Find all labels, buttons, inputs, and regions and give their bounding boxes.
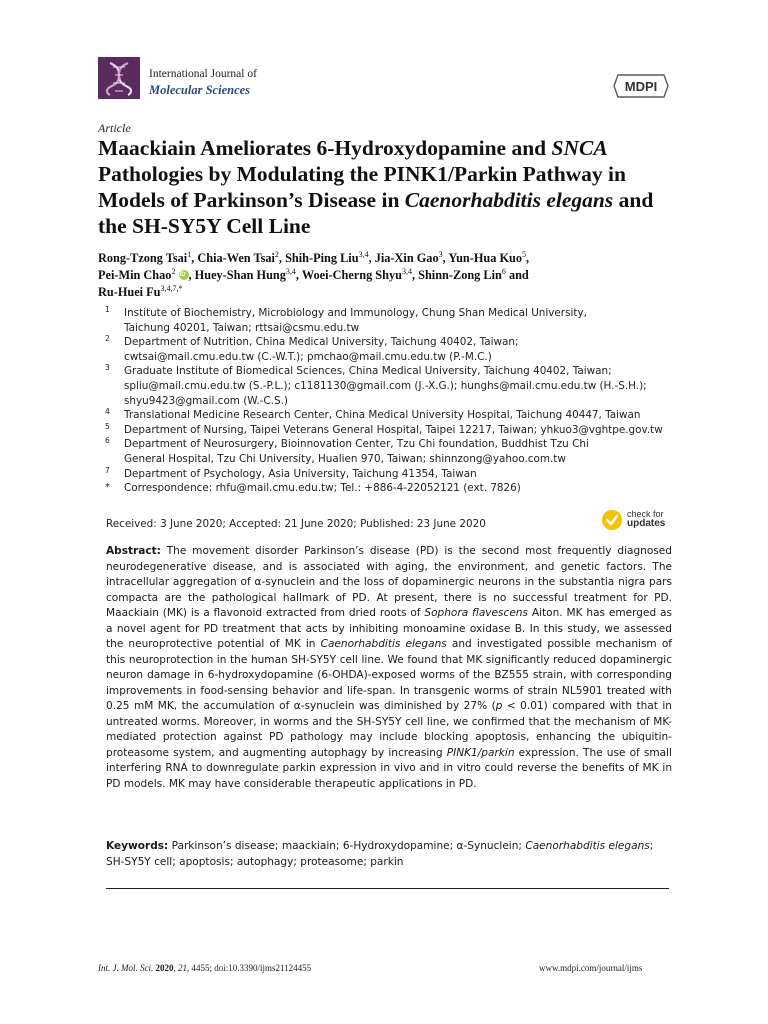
author-name[interactable]: Woei-Cherng Shyu — [301, 268, 402, 282]
journal-name-line2: Molecular Sciences — [149, 83, 251, 97]
title-part: Maackiain Ameliorates 6-Hydroxydopamine and — [98, 136, 552, 160]
author-separator: , — [295, 268, 302, 282]
affiliation-number: 2 — [105, 334, 110, 344]
keywords-italic: Caenorhabditis elegans — [525, 840, 650, 852]
abstract-italic: Caenorhabditis elegans — [320, 638, 447, 650]
author-separator: , — [411, 268, 419, 282]
keywords-text: ; SH-SY5Y cell; apoptosis; autophagy; proteasome; parkin — [106, 840, 654, 868]
author-separator: , — [188, 268, 195, 282]
author-affiliation-mark: 3,4 — [401, 266, 412, 276]
check-updates-line1: check for — [627, 509, 664, 519]
abstract-text: expression. The use of small interfering RNA to downregulate parkin expression in vivo and in vitro could reverse the benefits of MK in PD models. MK may have considerable therapeutic applications in PD. — [106, 746, 672, 790]
author-separator: , — [278, 251, 286, 265]
publication-dates: Received: 3 June 2020; Accepted: 21 June 2020; Published: 23 June 2020 — [106, 518, 486, 530]
correspondence-mark: * — [105, 482, 110, 494]
keywords-text: Parkinson’s disease; maackiain; 6-Hydroxydopamine; α-Synuclein; — [168, 840, 526, 852]
affiliation-number: 6 — [105, 436, 110, 446]
footer-volume: 21 — [178, 963, 187, 973]
article-type: Article — [98, 121, 131, 135]
affiliation-item — [105, 467, 695, 482]
author-affiliation-mark: 3,4 — [358, 249, 369, 259]
author-name[interactable]: Huey-Shan Hung — [194, 268, 286, 282]
affiliation-line: General Hospital, Tzu Chi University, Hualien 970, Taiwan; shinnzong@yahoo.com.tw — [124, 452, 566, 465]
affiliation-line: cwtsai@mail.cmu.edu.tw (C.-W.T.); pmchao@mail.cmu.edu.tw (P.-M.C.) — [124, 350, 492, 363]
author-separator: , — [442, 251, 449, 265]
affiliation-item — [105, 335, 695, 364]
author-name[interactable]: Chia-Wen Tsai — [197, 251, 275, 265]
author-name[interactable]: Ru-Huei Fu — [98, 285, 161, 299]
affiliation-item — [105, 423, 695, 438]
abstract-text: The movement disorder Parkinson’s disease (PD) is the second most frequently diagnosed neurodegenerative disease, and is associated with aging, the environment, and genetic factors. The intracellular aggregation of α-synuclein and the loss of dopaminergic neurons in the substantia nigra pars compacta are the pathological hallmark of PD. At present, there is no successful treatment for PD. Maackiain (MK) is a flavonoid extracted from dried roots of — [106, 545, 672, 619]
title-part: Pathologies by Modulating the PINK1/Parkin Pathway in Models of Parkinson’s Disease in — [98, 162, 626, 212]
abstract-text: Aiton. MK has emerged as a novel agent for PD treatment that acts by inhibiting monoamine oxidase B. In this study, we assessed the neuroprotective potential of MK in — [106, 607, 672, 650]
title-italic-snca: SNCA — [551, 136, 608, 160]
author-affiliation-mark: 6 — [501, 266, 506, 276]
footer-journal-url[interactable]: www.mdpi.com/journal/ijms — [539, 963, 643, 973]
author-name[interactable]: Yun-Hua Kuo — [448, 251, 523, 265]
affiliation-line: spliu@mail.cmu.edu.tw (S.-P.L.); c1181130@gmail.com (J.-X.G.); hunghs@mail.cmu.edu.tw (H.-S.H.); — [124, 379, 647, 392]
affiliation-line: Department of Psychology, Asia University, Taichung 41354, Taiwan — [124, 467, 477, 480]
affiliation-line: Graduate Institute of Biomedical Sciences, China Medical University, Taichung 40402, Taiwan; — [124, 365, 612, 378]
affiliation-item — [105, 408, 695, 423]
check-for-updates-button[interactable] — [601, 508, 673, 534]
check-updates-label — [627, 509, 665, 529]
author-list — [98, 250, 678, 301]
affiliation-item — [105, 306, 695, 335]
affiliation-line: shyu9423@gmail.com (W.-C.S.) — [124, 394, 288, 407]
author-name[interactable]: Rong-Tzong Tsai — [98, 251, 188, 265]
title-italic-species: Caenorhabditis elegans — [404, 188, 614, 212]
author-affiliation-mark: 2 — [274, 249, 279, 259]
abstract-text: < 0.01) compared with that in untreated worms. Moreover, in worms and the SH-SY5Y cell line, we confirmed that the mechanism of MK-mediated protection against PD pathology may include blocking apoptosis, enhancing the ubiquitin-proteasome system, and augmenting autophagy by increasing — [106, 700, 672, 759]
abstract-italic: p — [495, 700, 503, 712]
author-name[interactable]: Jia-Xin Gao — [374, 251, 439, 265]
affiliation-number: 7 — [105, 465, 110, 475]
author-affiliation-mark: 3,4 — [285, 266, 296, 276]
affiliation-line: Translational Medicine Research Center, China Medical University Hospital, Taichung 40447, Taiwan — [124, 409, 641, 422]
title-part: and the SH-SY5Y Cell Line — [98, 188, 654, 238]
author-separator: , — [191, 251, 198, 265]
author-affiliation-mark: 3 — [438, 249, 443, 259]
author-name[interactable]: Shinn-Zong Lin — [418, 268, 502, 282]
author-separator: and — [505, 268, 529, 282]
section-divider — [106, 888, 669, 889]
footer-journal-abbr: Int. J. Mol. Sci. — [98, 963, 154, 973]
author-affiliation-mark: 5 — [522, 249, 527, 259]
abstract-text: and investigated possible mechanism of this neuroprotection in the human SH-SY5Y cell line. We found that MK significantly reduced dopaminergic neuron damage in 6-hydroxydopamine (6-OHDA)-exposed worms of the BZ555 strain, with corresponding improvements in food-sensing behavior and life-span. In transgenic worms of strain NL5901 treated with 0.25 mM MK, the accumulation of α-synuclein was diminished by 27% ( — [106, 638, 672, 712]
affiliation-line: Institute of Biochemistry, Microbiology and Immunology, Chung Shan Medical University, — [124, 307, 587, 319]
journal-logo — [98, 57, 140, 99]
check-updates-line2: updates — [627, 518, 666, 529]
check-updates-icon — [601, 509, 623, 531]
abstract-italic: PINK1/parkin — [446, 746, 515, 759]
author-affiliation-mark: 2 — [171, 266, 176, 276]
keywords — [106, 838, 672, 870]
affiliation-line: Taichung 40201, Taiwan; rttsai@csmu.edu.tw — [124, 321, 360, 334]
affiliation-line: Department of Neurosurgery, Bioinnovation Center, Tzu Chi foundation, Buddhist Tzu Chi — [124, 438, 589, 451]
journal-name — [149, 66, 257, 98]
footer-citation: Int. J. Mol. Sci. 2020, 21, 4455; doi:10.3390/ijms21124455 — [98, 963, 312, 973]
paper-title — [98, 135, 678, 239]
affiliation-line: Department of Nutrition, China Medical University, Taichung 40402, Taiwan; — [124, 336, 519, 349]
author-affiliation-mark: 1 — [187, 249, 192, 259]
journal-name-line1: International Journal of — [149, 68, 257, 80]
affiliation-list — [105, 306, 695, 496]
abstract-label: Abstract: — [106, 545, 161, 557]
footer-doi: , 4455; doi:10.3390/ijms21124455 — [187, 963, 312, 973]
author-name[interactable]: Pei-Min Chao — [98, 268, 172, 282]
affiliation-number: 3 — [105, 363, 110, 373]
corresponding-mark: * — [178, 283, 183, 293]
orcid-icon[interactable] — [179, 270, 189, 280]
keywords-label: Keywords: — [106, 840, 169, 852]
author-separator: , — [368, 251, 375, 265]
affiliation-number: 1 — [105, 305, 110, 314]
footer-year: 2020 — [155, 963, 174, 973]
abstract-italic: Sophora flavescens — [424, 607, 528, 619]
mdpi-logo-text: MDPI — [624, 79, 658, 94]
abstract — [106, 544, 672, 792]
mdpi-logo — [612, 71, 670, 101]
author-separator: , — [526, 251, 530, 265]
affiliation-number: 5 — [105, 421, 110, 431]
correspondence — [105, 481, 695, 496]
correspondence-text: Correspondence: rhfu@mail.cmu.edu.tw; Tel.: +886-4-22052121 (ext. 7826) — [124, 482, 521, 495]
author-affiliation-mark: 3,4,7, — [160, 283, 179, 293]
affiliation-item — [105, 364, 695, 408]
affiliation-line: Department of Nursing, Taipei Veterans General Hospital, Taipei 12217, Taiwan; yhkuo3@vghtpe.gov.tw — [124, 423, 663, 436]
affiliation-number: 4 — [105, 407, 110, 417]
author-name[interactable]: Shih-Ping Liu — [285, 251, 359, 265]
affiliation-item — [105, 437, 695, 466]
